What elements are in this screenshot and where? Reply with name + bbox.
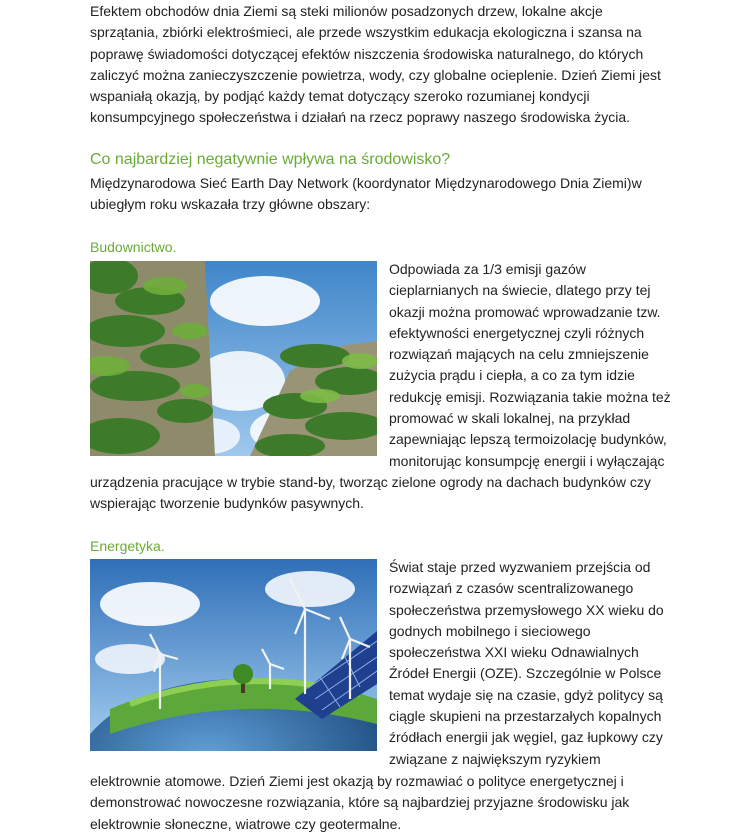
budownictwo-side-text: Odpowiada za 1/3 emisji gazów cieplarnianych na świecie, dlatego przy tej okazji można promować wprowadzanie tzw. efektywności energetycznej czyli różnych rozwiązań mających na celu zmniejszenie zużycia prądu i ciepła, a co za tym idzie redukcję emisji. Rozwiązania takie można też promować w skali lokalnej, na przykład zapewniając lepszą termoizolację budynków, monitorując konsumpcję energii i wyłączając bbox=[389, 261, 671, 469]
budownictwo-continued-text: urządzenia pracujące w trybie stand-by, tworząc zielone ogrody na dachach budynków czy wspierając tworzenie budynków pasywnych. bbox=[90, 474, 651, 512]
section-heading: Co najbardziej negatywnie wpływa na środowisko? bbox=[90, 151, 451, 168]
energetyka-continued-text: elektrownie atomowe. Dzień Ziemi jest okazją by rozmawiać o polityce energetycznej i demonstrować nowoczesne rozwiązania, które są najbardziej przyjazne środowisku jak elektrownie słoneczne, wiatrowe czy geotermalne. bbox=[90, 773, 630, 832]
intro-paragraph: Efektem obchodów dnia Ziemi są steki milionów posadzonych drzew, lokalne akcje sprzątania, zbiórki elektrośmieci, ale przede wszystkim edukacja ekologiczna i szansa na poprawę świadomości dotyczącej efektów niszczenia środowiska naturalnego, do których zaliczyć można zanieczyszczenie powietrza, wody, czy globalne ocieplenie. Dzień Ziemi jest wspaniałą okazją, by podjąć każdy temat dotyczący szeroko rozumianej kondycji konsumpcyjnego społeczeństwa i działań na rzecz poprawy naszego środowiska życia. bbox=[90, 3, 661, 126]
buildings-image bbox=[90, 261, 377, 456]
section-title-energetyka: Energetyka. bbox=[90, 538, 165, 554]
section-title-budownictwo: Budownictwo. bbox=[90, 239, 177, 255]
energetyka-side-text: Świat staje przed wyzwaniem przejścia od rozwiązań z czasów scentralizowanego społeczeństwa przemysłowego XX wieku do godnych mobilnego i sieciowego społeczeństwa XXI wieku Odnawialnych Źródeł Energii (OZE). Szczególnie w Polsce temat wydaje się na czasie, gdyż politycy są ciągle skupieni na przestarzałych kopalnych źródłach energii jak węgiel, gaz łupkowy czy związane z największym ryzykiem bbox=[389, 559, 664, 767]
heading-paragraph: Międzynarodowa Sieć Earth Day Network (koordynator Międzynarodowego Dnia Ziemi)w ubiegłym roku wskazała trzy główne obszary: bbox=[90, 175, 642, 213]
energy-image bbox=[90, 559, 377, 751]
